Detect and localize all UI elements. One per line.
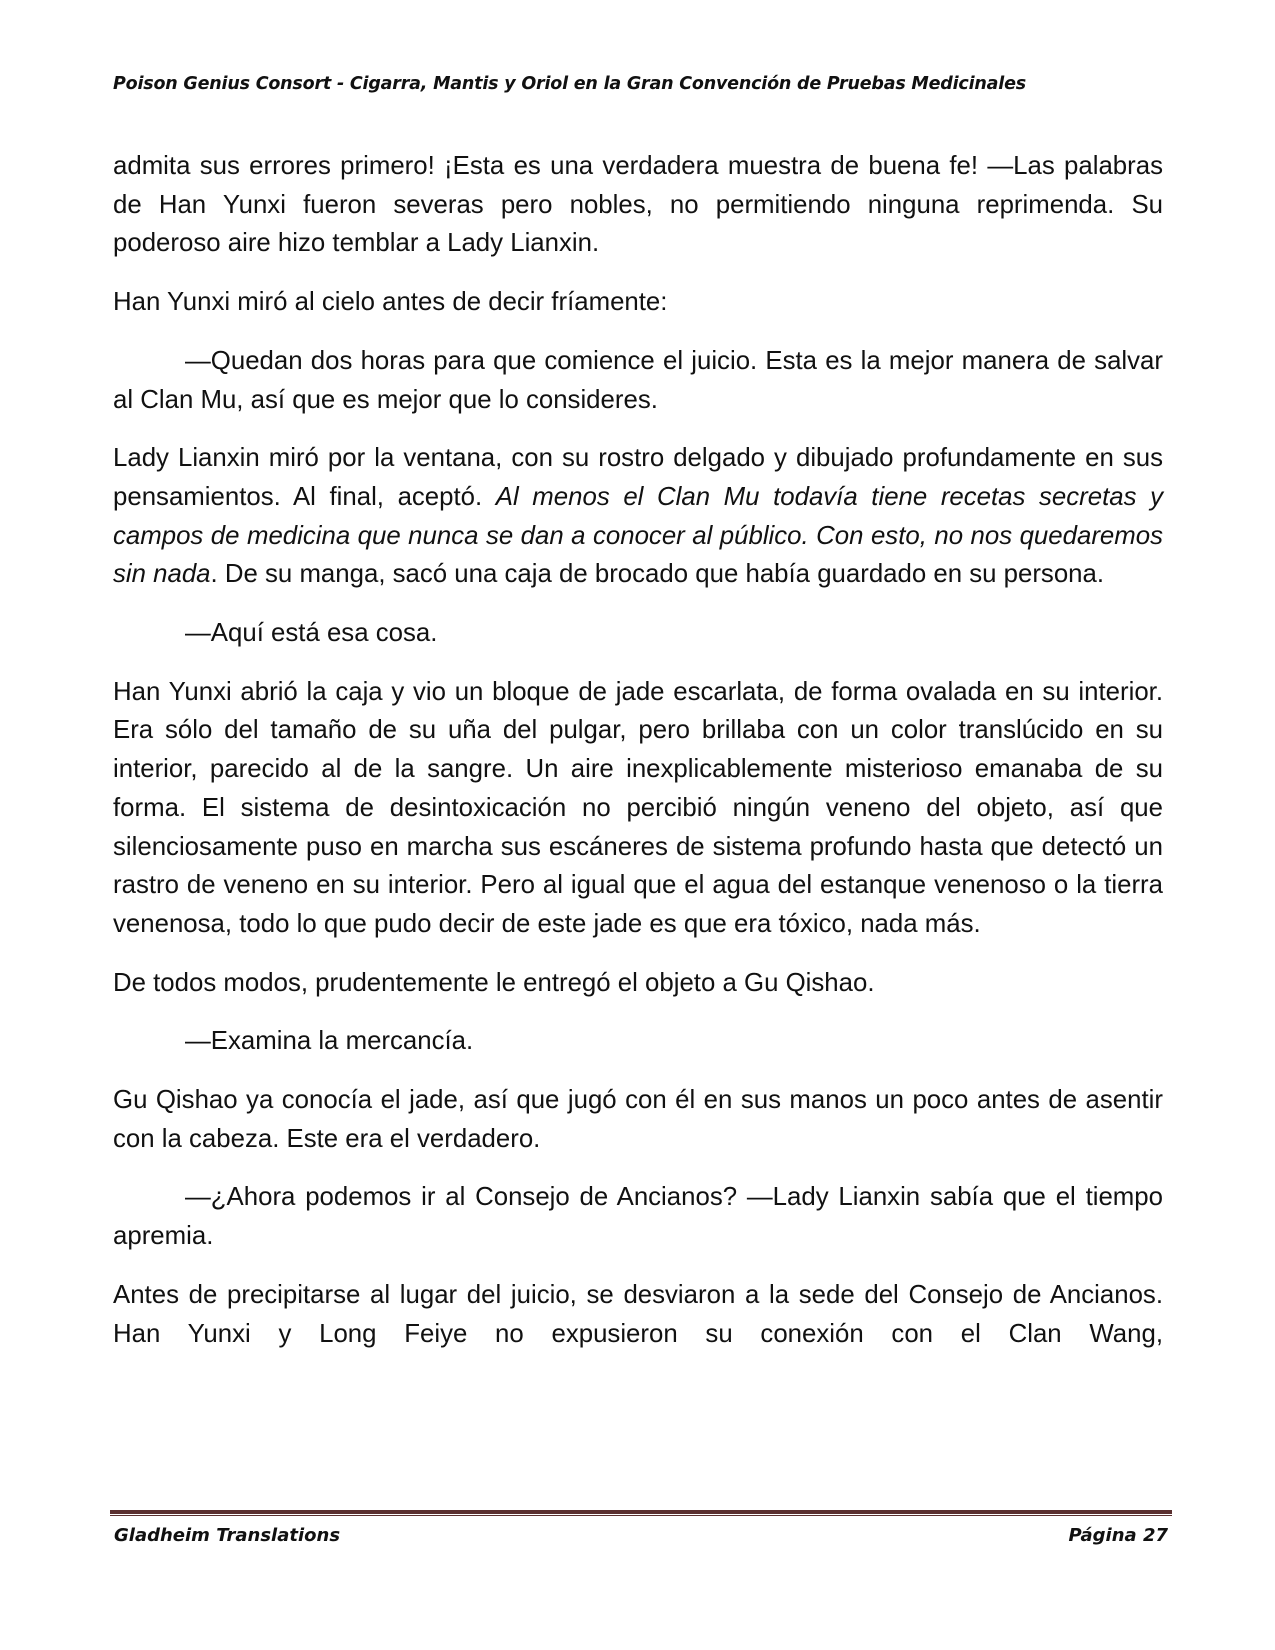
paragraph: Antes de precipitarse al lugar del juicio, se desviaron a la sede del Consejo de Ancianos. Han Yunxi y Long Feiye no expusieron su conexión con el Clan Wang,: [113, 1280, 1163, 1348]
italic-thought: Al menos el Clan Mu todavía tiene recetas secretas y campos de medicina que nunca se dan a conocer al público. Con esto, no nos quedaremos sin nada: [113, 482, 1163, 589]
footer-publisher: Gladheim Translations: [114, 1525, 341, 1546]
paragraph-text: . De su manga, sacó una caja de brocado que había guardado en su persona.: [210, 560, 1105, 589]
footer-page-number: Página 27: [1068, 1525, 1168, 1546]
paragraph: Han Yunxi miró al cielo antes de decir fríamente:: [113, 288, 668, 317]
paragraph: [113, 439, 1163, 594]
dialogue-paragraph: —Aquí está esa cosa.: [185, 619, 438, 648]
dialogue-paragraph: —¿Ahora podemos ir al Consejo de Ancianos? —Lady Lianxin sabía que el tiempo apremia.: [113, 1183, 1163, 1251]
footer-divider: [110, 1510, 1172, 1516]
paragraph-text: Lady Lianxin miró por la ventana, con su rostro delgado y dibujado profundamente en sus pensamientos. Al final, aceptó.: [113, 444, 1163, 511]
paragraph: admita sus errores primero! ¡Esta es una verdadera muestra de buena fe! —Las palabras de Han Yunxi fueron severas pero nobles, no permitiendo ninguna reprimenda. Su poderoso aire hizo temblar a Lady Lianxin.: [113, 152, 1163, 258]
dialogue-paragraph: —Quedan dos horas para que comience el juicio. Esta es la mejor manera de salvar al Clan Mu, así que es mejor que lo consideres.: [113, 346, 1163, 414]
paragraph: De todos modos, prudentemente le entregó el objeto a Gu Qishao.: [113, 968, 875, 997]
paragraph: Han Yunxi abrió la caja y vio un bloque de jade escarlata, de forma ovalada en su interior. Era sólo del tamaño de su uña del pulgar, pero brillaba con un color translúcido en su interior, parecido al de la sangre. Un aire inexplicablemente misterioso emanaba de su forma. El sistema de desintoxicación no percibió ningún veneno del objeto, así que silenciosamente puso en marcha sus escáneres de sistema profundo hasta que detectó un rastro de veneno en su interior. Pero al igual que el agua del estanque venenoso o la tierra venenosa, todo lo que pudo decir de este jade es que era tóxico, nada más.: [113, 677, 1163, 938]
dialogue-paragraph: —Examina la mercancía.: [185, 1027, 474, 1056]
running-header: Poison Genius Consort - Cigarra, Mantis y Oriol en la Gran Convención de Pruebas Medicinales: [113, 74, 1026, 94]
paragraph: Gu Qishao ya conocía el jade, así que jugó con él en sus manos un poco antes de asentir con la cabeza. Este era el verdadero.: [113, 1086, 1163, 1153]
document-body: [113, 147, 1163, 1373]
